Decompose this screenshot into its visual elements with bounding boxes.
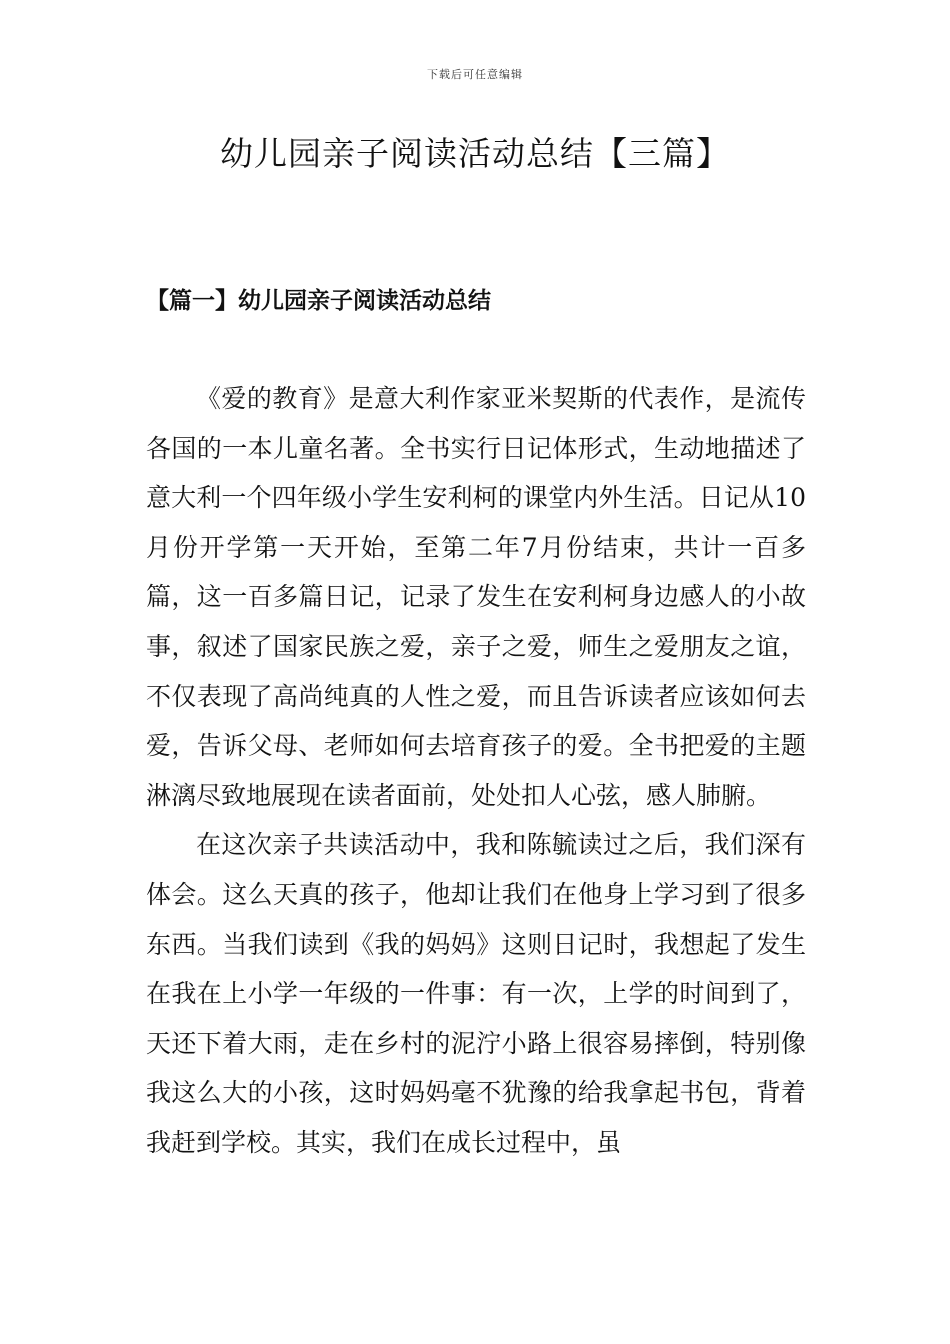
section-heading: 【篇一】幼儿园亲子阅读活动总结 [146,287,491,314]
header-note: 下载后可任意编辑 [427,68,523,81]
section-body [146,374,806,1168]
document-title: 幼儿园亲子阅读活动总结【三篇】 [220,134,730,173]
paragraph: 《爱的教育》是意大利作家亚米契斯的代表作，是流传各国的一本儿童名著。全书实行日记体形式，生动地描述了意大利一个四年级小学生安利柯的课堂内外生活。日记从10月份开学第一天开始，至第二年7月份结束，共计一百多篇，这一百多篇日记，记录了发生在安利柯身边感人的小故事，叙述了国家民族之爱，亲子之爱，师生之爱朋友之谊，不仅表现了高尚纯真的人性之爱，而且告诉读者应该如何去爱，告诉父母、老师如何去培育孩子的爱。全书把爱的主题淋漓尽致地展现在读者面前，处处扣人心弦，感人肺腑。 [146,384,806,810]
paragraph: 在这次亲子共读活动中，我和陈毓读过之后，我们深有体会。这么天真的孩子，他却让我们在他身上学习到了很多东西。当我们读到《我的妈妈》这则日记时，我想起了发生在我在上小学一年级的一件事：有一次，上学的时间到了，天还下着大雨，走在乡村的泥泞小路上很容易摔倒，特别像我这么大的小孩，这时妈妈毫不犹豫的给我拿起书包，背着我赶到学校。其实，我们在成长过程中，虽 [146,830,806,1157]
